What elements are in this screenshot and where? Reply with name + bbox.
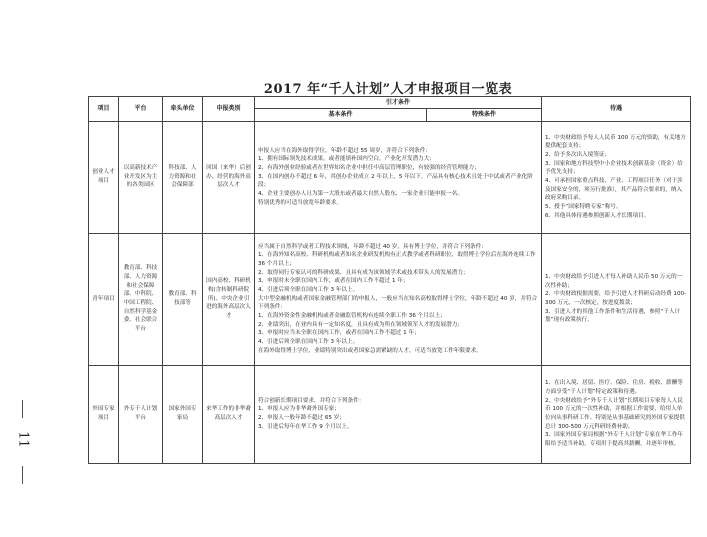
row-lead-unit: 国家外国专家局 bbox=[163, 365, 203, 463]
row-category: 国内高校、科研机构(含转制科研院所)、中央企业引进的海外高层次人才 bbox=[203, 233, 255, 365]
header-project: 项目 bbox=[89, 97, 119, 122]
table-row bbox=[89, 233, 691, 365]
row-benefits: 1、中央财政给予引进人才每人补助人民币 50 万元的一次性补助； 2、中央财政根据需要，给予引进人才科研启动经费 100-300 万元，一次核定，按进度拨款； 3、引进人才的其他工作条件和生活待遇，参照“千人计划”现有政策执行。 bbox=[542, 233, 691, 365]
row-lead-unit: 教育部、科技部等 bbox=[163, 233, 203, 365]
header-category: 申报类别 bbox=[203, 97, 255, 122]
page-number-marker bbox=[6, 400, 40, 490]
page-number-rule-bottom bbox=[22, 466, 23, 484]
row-benefits: 1、在出入境、居留、医疗、保险、住房、税收、薪酬等方面享受“千人计划”特定政策和待遇。 2、中央财政给予“外专千人计划”长期项目专家每人人民币 100 万元的一次性补助，并根据工作需要，给用人单位向从事科研工作、特别是从事基础研究的外国专家提供总计 300-500 万元科研经费补助。 3、国家外国专家局根据“外专千人计划”专家在华工作年限给予适当补助，专项用于提高其薪酬，并逐年审核。 bbox=[542, 365, 691, 463]
table-row bbox=[89, 121, 691, 233]
page-number-rule-top bbox=[22, 400, 23, 418]
row-lead-unit: 科技部、人力资源和社会保障部 bbox=[163, 121, 203, 233]
project-table bbox=[88, 96, 691, 464]
header-lead-unit: 牵头单位 bbox=[163, 97, 203, 122]
header-conditions: 引才条件 bbox=[255, 97, 542, 109]
row-project: 创业人才项目 bbox=[89, 121, 119, 233]
header-special: 特殊条件 bbox=[427, 109, 542, 121]
document-title: 2017 年“千人计划”人才申报项目一览表 bbox=[263, 82, 513, 97]
header-platform: 平台 bbox=[119, 97, 163, 122]
row-basic: 申报人应当在海外取得学位，年龄不超过 55 周岁，并符合下列条件： 1、拥有国际领先技术成果，或者能填补国内空白，产业化开发潜力大； 2、有海外创业经验或者在世界知名企业中担任中高层管理职位，有较强的经营管理能力； 3、在国内创办不超过 6 年，其创办企业成立 2 年以上，5 年以下，产品具有核心技术且处于中试或者产业化阶段； 4、企业主要创办人且为第一大股东或者最大自然人股东，一家企业只能申报一名。 特别优秀的可适当放宽年龄要求。 bbox=[255, 121, 542, 233]
row-platform: 教育部、科技部、人力资源和社会保障部、中科院、中国工程院、自然科学基金委、社会联合平台 bbox=[119, 233, 163, 365]
header-benefits: 待遇 bbox=[542, 97, 691, 122]
header-row bbox=[89, 97, 691, 109]
row-platform: 外专千人计划平台 bbox=[119, 365, 163, 463]
page-number: 11 bbox=[15, 431, 31, 448]
row-basic: 符合创新长期项目要求，并符合下列条件： 1、申报人应为非华裔外国专家； 2、申报人一般年龄不超过 65 岁； 3、引进后每年在华工作 9 个月以上。 bbox=[255, 365, 542, 463]
table-row bbox=[89, 365, 691, 463]
row-project: 青年项目 bbox=[89, 233, 119, 365]
row-benefits: 1、中央财政给予每人人民币 100 万元的资助，有关地方提供配套支持； 2、给予多次出入境签证； 3、国家和地方科技型中小企业技术创新基金（资金）给予优先支持； 4、可承担国家重点科技、产业、工程项目任务（对于涉及国家安全的，须另行批准），其产品符合要求的，纳入政府采购目录。 5、授予“国家特聘专家”称号。 6、其他具体待遇参照创新人才长期项目。 bbox=[542, 121, 691, 233]
row-category: 回国（来华）后创办、经营的海外高层次人才 bbox=[203, 121, 255, 233]
row-platform: 以高新技术产业开发区为主的各类园区 bbox=[119, 121, 163, 233]
row-category: 来华工作的非华裔高层次人才 bbox=[203, 365, 255, 463]
row-basic: 应当属于自然科学或者工程技术领域，年龄不超过 40 岁，具有博士学位，并符合下列条件： 1、在海外知名高校、科研机构或者知名企业研发机构有正式教学或者科研职位，取得博士学位后在海外连续工作 36 个月以上； 2、取得同行专家认可的科研成果，且具有成为该领域学术或技术带头人的发展潜力； 3、申报时未全职在国内工作，或者在国内工作不超过 1 年； 4、引进后须全职在国内工作 3 年以上。 大中型金融机构或者国家金融管理部门的申报人，一般应当在知名高校取得博士学位，年龄不超过 40 岁，并符合下列条件： 1、在海外资金性金融机构或者金融监管机构有连续全职工作 36 个月以上； 2、业绩突出，在业内具有一定知名度，且具有成为所在领域领军人才的发展潜力； 3、申报时应当未全职在国内工作，或者在国内工作不超过 1 年； 4、引进后须全职在国内工作 3 年以上。 在海外取得博士学位，业绩特别突出或者国家急需紧缺的人才，可适当放宽工作年限要求。 bbox=[255, 233, 542, 365]
header-basic: 基本条件 bbox=[255, 109, 427, 121]
row-project: 外国专家项目 bbox=[89, 365, 119, 463]
